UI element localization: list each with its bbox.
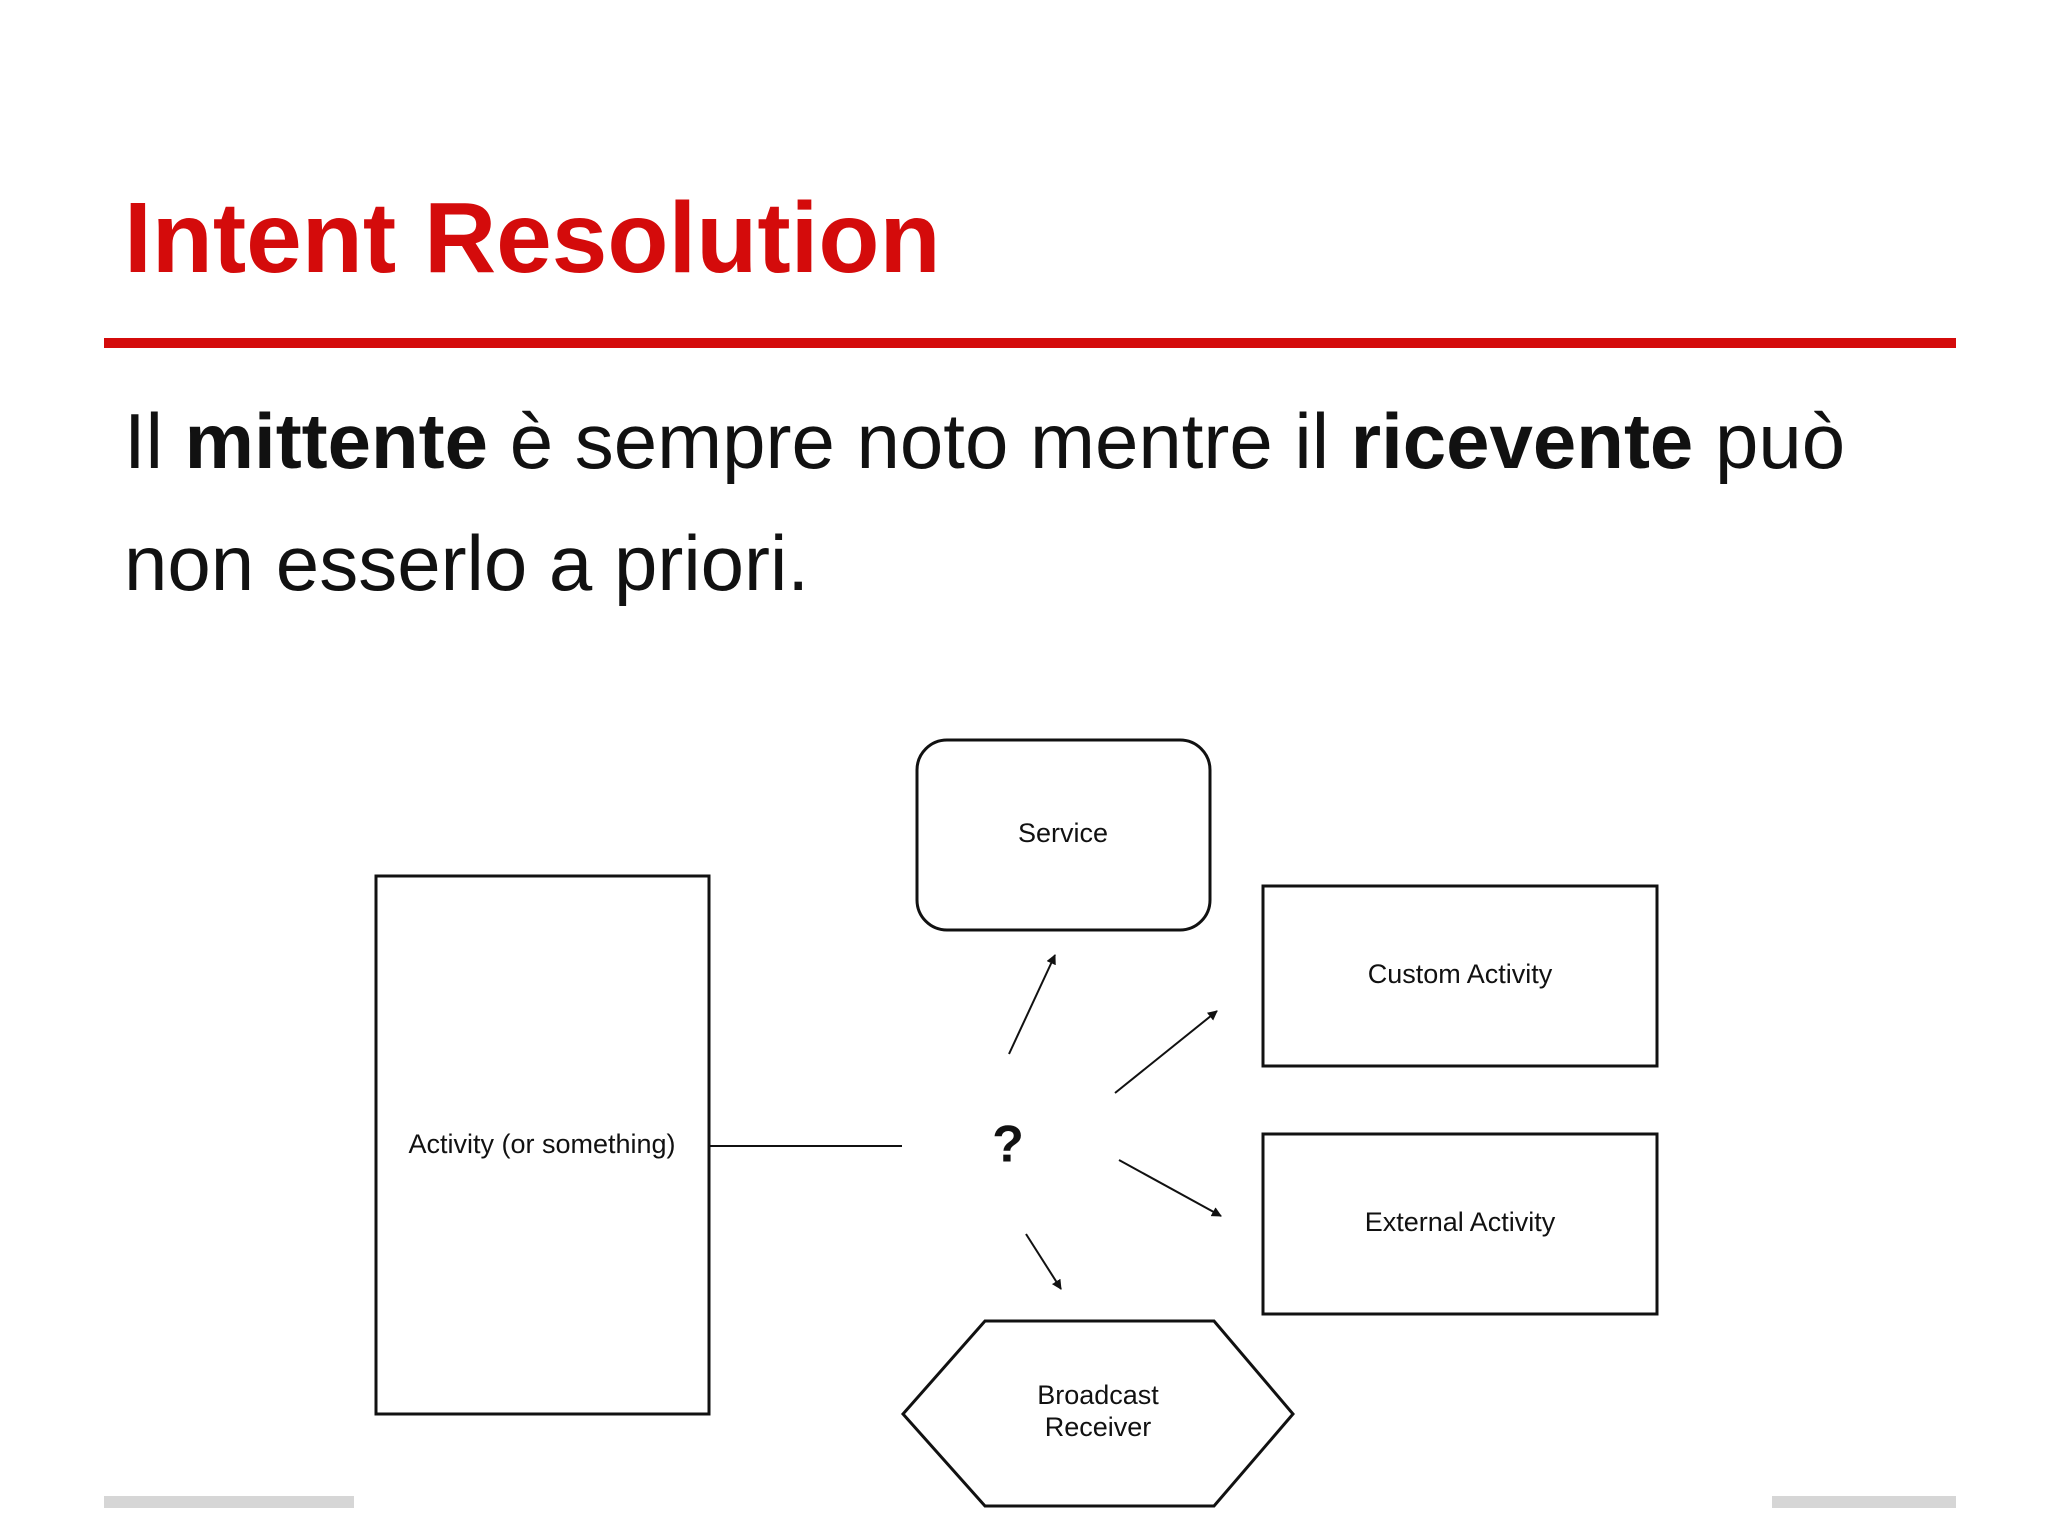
custom-activity-label: Custom Activity xyxy=(1367,959,1553,990)
arrow-to-custom-activity xyxy=(1115,1011,1217,1093)
body-text-part2: è sempre noto mentre il xyxy=(488,397,1351,485)
slide-title: Intent Resolution xyxy=(124,182,941,294)
sender-activity-label: Activity (or something) xyxy=(408,1129,676,1160)
resolver-question-mark: ? xyxy=(992,1115,1024,1174)
body-text-bold-sender: mittente xyxy=(184,397,489,485)
arrow-to-external-activity xyxy=(1119,1160,1221,1216)
broadcast-receiver-label-line1: Broadcast xyxy=(1037,1380,1159,1411)
external-activity-label: External Activity xyxy=(1364,1207,1556,1238)
broadcast-receiver-label-line2: Receiver xyxy=(1044,1412,1152,1443)
body-text-bold-receiver: ricevente xyxy=(1350,397,1694,485)
footer-bar-left xyxy=(104,1496,354,1508)
service-label: Service xyxy=(1017,818,1109,849)
arrow-to-service xyxy=(1009,955,1055,1054)
arrow-to-broadcast-receiver xyxy=(1026,1234,1061,1289)
footer-bar-right xyxy=(1772,1496,1956,1508)
body-text-part3: può non esserlo a priori. xyxy=(124,397,1846,607)
body-text-part1: Il xyxy=(124,397,185,485)
